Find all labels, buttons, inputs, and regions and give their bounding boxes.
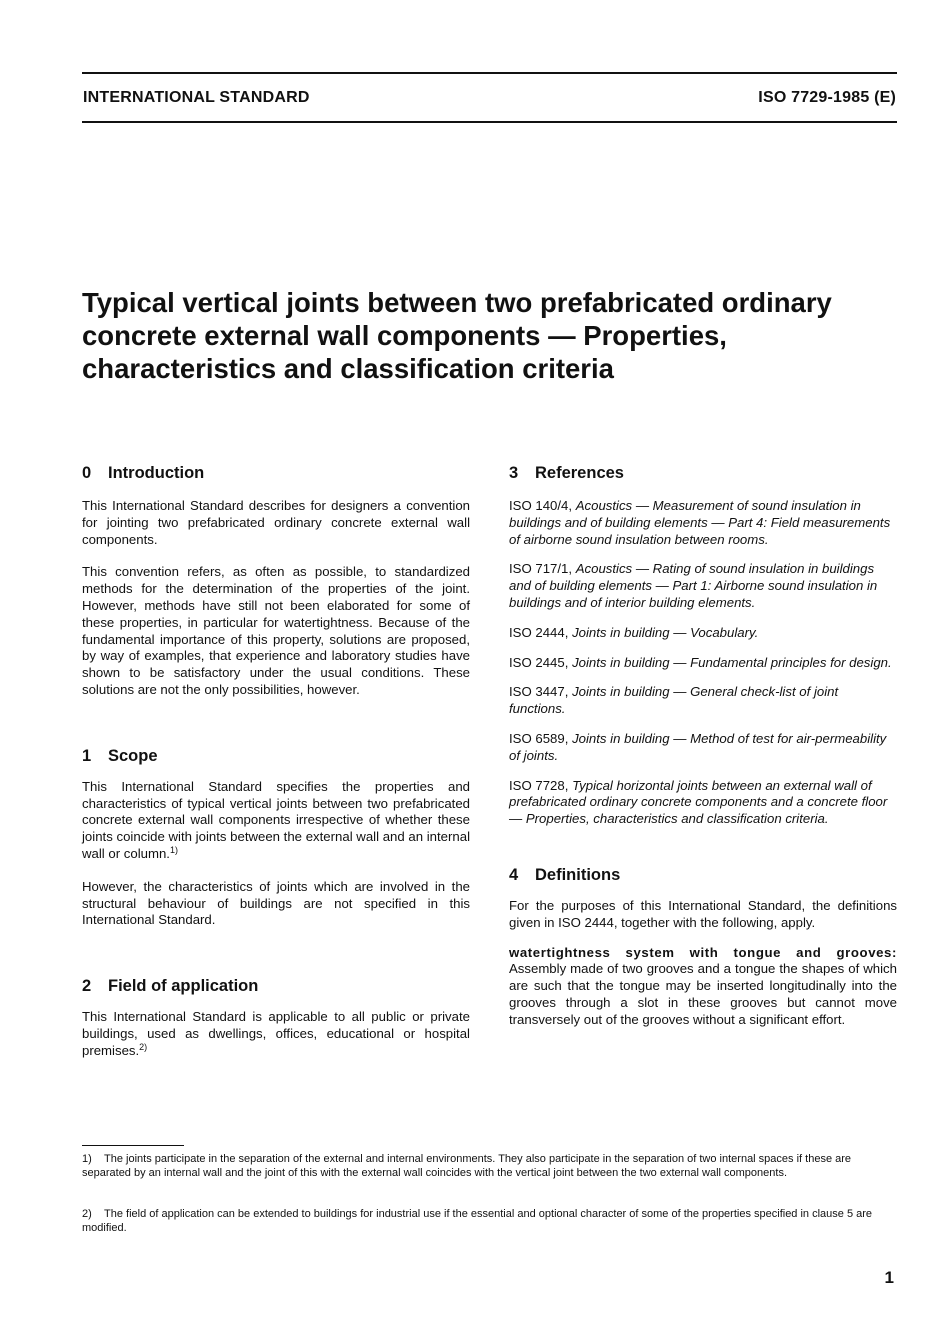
paragraph: This International Standard describes for designers a convention for jointing two prefabricated ordinary concrete external wall components. (82, 498, 470, 547)
paragraph: For the purposes of this International Standard, the definitions given in ISO 2444, together with the following, apply. (509, 897, 897, 930)
definition-paragraph (509, 945, 897, 1029)
document-title: Typical vertical joints between two prefabricated ordinary concrete external wall components — Properties, characteristics and classification criteria (82, 287, 832, 384)
reference-item (509, 655, 897, 672)
page-number: 1 (884, 1268, 894, 1287)
definition-text: Assembly made of two grooves and a tongue the shapes of which are such that the tongue may be inserted longitudinally into the grooves through a slot in these grooves but cannot move transversely out of the grooves without a significant effort. (509, 961, 897, 1027)
footnote-separator (82, 1145, 184, 1146)
reference-title: Acoustics — Measurement of sound insulation in buildings and of building elements — Part 4: Field measurements of airborne sound insulation between rooms. (509, 498, 891, 547)
section-heading-introduction (82, 462, 470, 484)
paragraph (82, 1009, 470, 1059)
reference-code: ISO 717/1, (509, 561, 573, 577)
reference-title: Joints in building — Vocabulary. (572, 624, 759, 640)
section-heading-scope (82, 745, 470, 767)
definition-term: watertightness system with tongue and grooves: (509, 944, 897, 960)
section-number: 1 (82, 746, 92, 765)
reference-code: ISO 2444, (509, 624, 569, 640)
section-title: Scope (108, 746, 158, 765)
footnote-ref-1: 1) (169, 844, 178, 855)
section-number: 2 (82, 977, 92, 996)
footnote-text: The joints participate in the separation of the external and internal environments. They also participate in the separation of two internal spaces if these are separated by an internal wall and the joint of this with the external wall coincides with the vertical joint between the two external wall components. (82, 1153, 852, 1179)
reference-item (509, 778, 897, 828)
header-standard-type: INTERNATIONAL STANDARD (83, 89, 310, 106)
reference-title: Joints in building — General check-list of joint functions. (509, 684, 839, 717)
left-column (82, 462, 470, 1060)
header-top-rule (82, 72, 897, 74)
paragraph (82, 779, 470, 863)
reference-code: ISO 7728, (509, 777, 569, 793)
section-title: Definitions (535, 865, 621, 884)
reference-title: Joints in building — Fundamental principles for design. (572, 654, 892, 670)
reference-code: ISO 3447, (509, 684, 569, 700)
header-bottom-rule (82, 121, 897, 123)
reference-title: Typical horizontal joints between an external wall of prefabricated ordinary concrete components and a concrete floor — Properties, characteristics and classification criteria. (509, 777, 888, 827)
footnote-mark: 2) (82, 1208, 92, 1220)
section-title: Field of application (108, 977, 259, 996)
section-number: 4 (509, 865, 519, 884)
footnote (82, 1152, 897, 1180)
field-text: This International Standard is applicable to all public or private buildings, used as dwellings, offices, educational or hospital premises. (82, 1009, 470, 1058)
footnote-ref-2: 2) (139, 1041, 148, 1052)
header-standard-number: ISO 7729-1985 (E) (758, 89, 896, 106)
section-heading-references (509, 462, 897, 484)
reference-code: ISO 140/4, (509, 498, 573, 513)
right-column (509, 462, 897, 1029)
reference-item (509, 625, 897, 642)
scope-text: This International Standard specifies the properties and characteristics of typical vertical joints between two prefabricated concrete external wall components irrespective of whether these joints coincide with joints between the external wall and an internal wall or column. (82, 778, 470, 861)
reference-item (509, 731, 897, 765)
reference-item (509, 498, 897, 548)
footnote-text: The field of application can be extended to buildings for industrial use if the essential and optional character of some of the properties specified in clause 5 are modified. (82, 1208, 873, 1234)
reference-item (509, 561, 897, 611)
section-number: 3 (509, 464, 519, 482)
paragraph: However, the characteristics of joints which are involved in the structural behaviour of buildings are not specified in this International Standard. (82, 878, 470, 928)
footnote (82, 1207, 897, 1235)
section-heading-field-of-application (82, 975, 470, 997)
reference-item (509, 684, 897, 718)
section-title: References (535, 464, 624, 482)
reference-title: Joints in building — Method of test for air-permeability of joints. (509, 730, 887, 763)
section-number: 0 (82, 464, 92, 482)
reference-title: Acoustics — Rating of sound insulation in buildings and of building elements — Part 1: Airborne sound insulation in buildings and of interior building elements. (509, 561, 878, 610)
footnote-mark: 1) (82, 1153, 92, 1165)
section-heading-definitions (509, 864, 897, 886)
reference-code: ISO 2445, (509, 654, 569, 670)
section-title: Introduction (108, 464, 205, 482)
reference-code: ISO 6589, (509, 730, 569, 746)
paragraph: This convention refers, as often as possible, to standardized methods for the determination of the properties of the joint. However, methods have still not been elaborated for some of these properties, in particular for watertightness. Because of the fundamental importance of this property, solutions are proposed, by way of examples, that experience and laboratory studies have shown to be satisfactory under the usual conditions. These solutions are not the only possibilities, however. (82, 564, 470, 697)
